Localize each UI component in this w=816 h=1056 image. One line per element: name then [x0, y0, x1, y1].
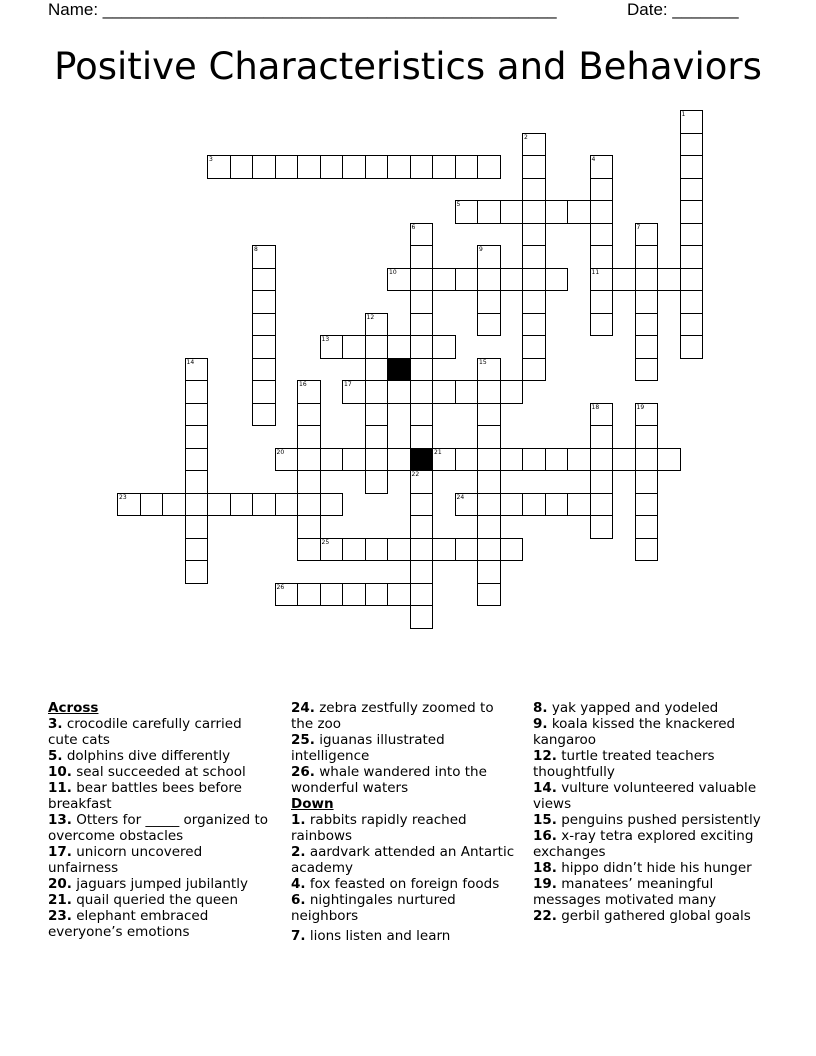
grid-cell[interactable]	[410, 223, 434, 247]
grid-cell[interactable]	[410, 268, 434, 292]
grid-cell[interactable]	[635, 470, 659, 494]
grid-cell[interactable]	[477, 448, 501, 472]
grid-cell[interactable]	[477, 200, 501, 224]
grid-cell[interactable]	[320, 155, 344, 179]
grid-cell[interactable]	[477, 290, 501, 314]
grid-cell[interactable]	[387, 538, 411, 562]
grid-cell-number: 23	[119, 493, 127, 501]
clue-across-10: 10. seal succeeded at school	[48, 764, 246, 780]
grid-cell[interactable]	[455, 268, 479, 292]
grid-cell-number: 19	[636, 403, 645, 411]
grid-cell[interactable]	[387, 583, 411, 607]
clue-across-25: 25. iguanas illustrated intelligence	[291, 732, 445, 764]
grid-cell[interactable]	[635, 268, 659, 292]
grid-cell-number: 8	[254, 246, 258, 253]
grid-cell[interactable]	[185, 515, 209, 539]
grid-cell-number: 18	[591, 403, 600, 411]
grid-cell[interactable]	[522, 178, 546, 202]
grid-cell[interactable]	[320, 335, 344, 359]
grid-cell-number: 9	[479, 246, 483, 253]
grid-cell[interactable]	[252, 313, 276, 337]
grid-cell[interactable]	[680, 110, 704, 134]
grid-cell[interactable]	[477, 268, 501, 292]
grid-cell[interactable]	[365, 313, 389, 337]
grid-cell[interactable]	[477, 425, 501, 449]
grid-cell[interactable]	[297, 470, 321, 494]
grid-cell[interactable]	[410, 335, 434, 359]
grid-cell[interactable]	[342, 448, 366, 472]
grid-cell-number: 14	[186, 358, 195, 366]
grid-cell[interactable]	[387, 155, 411, 179]
grid-cell[interactable]	[342, 155, 366, 179]
grid-cell[interactable]	[297, 425, 321, 449]
grid-cell[interactable]	[410, 425, 434, 449]
clue-across-5: 5. dolphins dive differently	[48, 748, 231, 764]
grid-cell[interactable]	[275, 448, 299, 472]
grid-cell[interactable]	[365, 358, 389, 382]
grid-cell[interactable]	[477, 560, 501, 584]
grid-cell[interactable]	[230, 493, 254, 517]
grid-cell[interactable]	[320, 493, 344, 517]
grid-cell[interactable]	[365, 403, 389, 427]
grid-cell[interactable]	[410, 155, 434, 179]
grid-cell[interactable]	[185, 470, 209, 494]
grid-cell[interactable]	[522, 335, 546, 359]
grid-cell[interactable]	[410, 515, 434, 539]
clue-down-16: 16. x-ray tetra explored exciting exchanges	[533, 828, 754, 860]
grid-cell[interactable]	[522, 290, 546, 314]
grid-cell[interactable]	[455, 538, 479, 562]
grid-cell[interactable]	[410, 583, 434, 607]
clue-across-11: 11. bear battles bees before breakfast	[48, 780, 242, 812]
grid-cell-number: 20	[276, 448, 285, 456]
grid-cell[interactable]	[365, 380, 389, 404]
grid-cell[interactable]	[680, 223, 704, 247]
grid-cell[interactable]	[612, 268, 636, 292]
clue-down-19: 19. manatees’ meaningful messages motivated many	[533, 876, 717, 908]
grid-cell-number: 12	[366, 313, 375, 321]
grid-cell[interactable]	[635, 245, 659, 269]
grid-cell-number: 22	[411, 471, 420, 478]
grid-cell[interactable]	[522, 223, 546, 247]
grid-cell[interactable]	[387, 448, 411, 472]
grid-cell[interactable]	[252, 380, 276, 404]
grid-cell-number: 7	[636, 223, 641, 231]
grid-cell[interactable]	[455, 380, 479, 404]
grid-cell[interactable]	[545, 200, 569, 224]
grid-cell[interactable]	[252, 268, 276, 292]
grid-cell-number: 2	[524, 133, 528, 141]
grid-cell[interactable]	[567, 200, 591, 224]
grid-cell[interactable]	[680, 178, 704, 202]
clue-down-6: 6. nightingales nurtured neighbors	[291, 892, 456, 924]
grid-cell[interactable]	[185, 358, 209, 382]
grid-cell-number: 26	[276, 583, 285, 591]
grid-cell[interactable]	[567, 493, 591, 517]
grid-cell[interactable]	[432, 538, 456, 562]
grid-cell-number: 13	[321, 336, 330, 343]
grid-cell[interactable]	[455, 200, 479, 224]
grid-cell[interactable]	[162, 493, 186, 517]
grid-cell-number: 4	[591, 156, 596, 163]
clue-down-12: 12. turtle treated teachers thoughtfully	[533, 748, 715, 780]
grid-cell[interactable]	[432, 268, 456, 292]
grid-cell[interactable]	[342, 380, 366, 404]
grid-cell[interactable]	[365, 425, 389, 449]
clue-down-22: 22. gerbil gathered global goals	[533, 908, 751, 924]
grid-cell[interactable]	[477, 493, 501, 517]
grid-cell[interactable]	[680, 313, 704, 337]
grid-cell[interactable]	[680, 200, 704, 224]
grid-cell[interactable]	[477, 313, 501, 337]
grid-cell[interactable]	[342, 538, 366, 562]
grid-cell[interactable]	[522, 245, 546, 269]
grid-cell[interactable]	[455, 448, 479, 472]
grid-cell[interactable]	[365, 583, 389, 607]
clue-down-15: 15. penguins pushed persistently	[533, 812, 761, 828]
grid-cell[interactable]	[477, 583, 501, 607]
grid-cell-number: 16	[299, 381, 307, 388]
grid-cell[interactable]	[297, 403, 321, 427]
grid-block	[387, 358, 411, 382]
clue-across-3: 3. crocodile carefully carried cute cats	[48, 716, 242, 748]
grid-cell[interactable]	[477, 538, 501, 562]
grid-cell[interactable]	[477, 245, 501, 269]
grid-cell[interactable]	[680, 155, 704, 179]
grid-cell[interactable]	[365, 470, 389, 494]
grid-cell[interactable]	[320, 583, 344, 607]
grid-cell[interactable]	[185, 425, 209, 449]
grid-cell-number: 21	[434, 448, 442, 456]
grid-cell[interactable]	[252, 245, 276, 269]
clue-down-4: 4. fox feasted on foreign foods	[291, 876, 500, 892]
grid-cell[interactable]	[545, 268, 569, 292]
grid-cell[interactable]	[185, 538, 209, 562]
grid-cell[interactable]	[320, 538, 344, 562]
grid-cell[interactable]	[297, 380, 321, 404]
grid-cell[interactable]	[680, 268, 704, 292]
date-field: Date: _______	[627, 0, 739, 19]
grid-cell[interactable]	[522, 313, 546, 337]
grid-cell[interactable]	[455, 155, 479, 179]
clues-column-3	[533, 700, 773, 924]
grid-cell-number: 15	[479, 358, 487, 366]
grid-cell[interactable]	[365, 448, 389, 472]
grid-cell[interactable]	[567, 448, 591, 472]
grid-cell-number: 1	[681, 111, 686, 118]
grid-cell-number: 24	[456, 493, 465, 501]
grid-cell[interactable]	[635, 290, 659, 314]
grid-cell[interactable]	[410, 470, 434, 494]
clue-across-17: 17. unicorn uncovered unfairness	[48, 844, 203, 876]
grid-cell[interactable]	[635, 515, 659, 539]
grid-cell[interactable]	[185, 380, 209, 404]
grid-cell[interactable]	[185, 560, 209, 584]
clue-down-1: 1. rabbits rapidly reached rainbows	[291, 812, 467, 844]
grid-cell[interactable]	[252, 403, 276, 427]
grid-cell[interactable]	[275, 493, 299, 517]
clues-column-1	[48, 700, 273, 940]
grid-cell[interactable]	[117, 493, 141, 517]
grid-cell[interactable]	[635, 448, 659, 472]
grid-cell[interactable]	[545, 493, 569, 517]
grid-cell[interactable]	[635, 425, 659, 449]
grid-cell[interactable]	[432, 380, 456, 404]
down-heading: Down	[291, 796, 334, 812]
grid-cell[interactable]	[207, 493, 231, 517]
grid-cell[interactable]	[455, 493, 479, 517]
grid-cell[interactable]	[410, 358, 434, 382]
grid-cell-number: 5	[456, 201, 461, 208]
grid-cell[interactable]	[410, 313, 434, 337]
grid-cell[interactable]	[590, 313, 614, 337]
clue-down-18: 18. hippo didn’t hide his hunger	[533, 860, 752, 876]
grid-cell[interactable]	[320, 448, 344, 472]
grid-cell[interactable]	[387, 268, 411, 292]
grid-cell[interactable]	[680, 133, 704, 157]
grid-cell[interactable]	[590, 200, 614, 224]
clue-across-26: 26. whale wandered into the wonderful waters	[291, 764, 487, 796]
clue-down-2: 2. aardvark attended an Antartic academy	[291, 844, 515, 876]
grid-cell[interactable]	[590, 178, 614, 202]
grid-cell[interactable]	[207, 155, 231, 179]
grid-cell[interactable]	[275, 583, 299, 607]
grid-cell-number: 10	[389, 268, 397, 276]
grid-cell[interactable]	[387, 380, 411, 404]
grid-cell[interactable]	[477, 403, 501, 427]
grid-cell[interactable]	[522, 268, 546, 292]
grid-cell-number: 25	[321, 538, 330, 546]
grid-cell[interactable]	[500, 268, 524, 292]
grid-cell[interactable]	[657, 448, 681, 472]
grid-cell[interactable]	[387, 335, 411, 359]
grid-cell[interactable]	[657, 268, 681, 292]
page-title: Positive Characteristics and Behaviors	[54, 45, 762, 88]
grid-cell-number: 11	[591, 268, 600, 276]
grid-cell-number: 3	[209, 156, 213, 163]
grid-cell[interactable]	[252, 290, 276, 314]
grid-cell[interactable]	[590, 290, 614, 314]
grid-cell[interactable]	[365, 538, 389, 562]
grid-cell[interactable]	[410, 538, 434, 562]
grid-cell[interactable]	[365, 335, 389, 359]
grid-cell[interactable]	[365, 155, 389, 179]
clue-down-9: 9. koala kissed the knackered kangaroo	[533, 716, 736, 748]
clue-down-8: 8. yak yapped and yodeled	[533, 700, 719, 716]
grid-cell[interactable]	[680, 290, 704, 314]
grid-cell[interactable]	[500, 200, 524, 224]
grid-cell[interactable]	[590, 268, 614, 292]
grid-cell[interactable]	[185, 448, 209, 472]
clue-across-20: 20. jaguars jumped jubilantly	[48, 876, 248, 892]
grid-cell[interactable]	[477, 380, 501, 404]
grid-cell[interactable]	[410, 605, 434, 629]
across-heading: Across	[48, 700, 99, 716]
grid-cell[interactable]	[342, 583, 366, 607]
grid-cell[interactable]	[342, 335, 366, 359]
grid-cell[interactable]	[635, 538, 659, 562]
grid-cell[interactable]	[590, 223, 614, 247]
grid-cell[interactable]	[297, 515, 321, 539]
clue-down-7: 7. lions listen and learn	[291, 928, 451, 944]
grid-cell[interactable]	[680, 335, 704, 359]
grid-cell[interactable]	[410, 403, 434, 427]
grid-cell[interactable]	[432, 155, 456, 179]
grid-cell[interactable]	[590, 425, 614, 449]
grid-cell[interactable]	[297, 448, 321, 472]
grid-cell[interactable]	[252, 493, 276, 517]
grid-cell[interactable]	[477, 155, 501, 179]
grid-cell[interactable]	[635, 313, 659, 337]
grid-cell[interactable]	[230, 155, 254, 179]
grid-cell[interactable]	[522, 448, 546, 472]
grid-cell[interactable]	[500, 538, 524, 562]
grid-cell[interactable]	[635, 335, 659, 359]
grid-cell[interactable]	[500, 380, 524, 404]
grid-block	[410, 448, 434, 472]
grid-cell[interactable]	[410, 560, 434, 584]
grid-cell[interactable]	[635, 223, 659, 247]
grid-cell[interactable]	[410, 290, 434, 314]
grid-cell[interactable]	[410, 493, 434, 517]
grid-cell[interactable]	[680, 245, 704, 269]
grid-cell[interactable]	[590, 448, 614, 472]
grid-cell[interactable]	[410, 245, 434, 269]
grid-cell[interactable]	[185, 493, 209, 517]
grid-cell[interactable]	[522, 200, 546, 224]
grid-cell[interactable]	[275, 155, 299, 179]
grid-cell[interactable]	[297, 155, 321, 179]
clue-across-13: 13. Otters for _____ organized to overcome obstacles	[48, 812, 269, 844]
grid-cell[interactable]	[522, 155, 546, 179]
grid-cell[interactable]	[477, 470, 501, 494]
grid-cell[interactable]	[252, 358, 276, 382]
grid-cell[interactable]	[297, 493, 321, 517]
grid-cell[interactable]	[590, 515, 614, 539]
grid-cell[interactable]	[635, 358, 659, 382]
grid-cell[interactable]	[590, 403, 614, 427]
grid-cell[interactable]	[432, 448, 456, 472]
grid-cell[interactable]	[612, 448, 636, 472]
grid-cell[interactable]	[297, 583, 321, 607]
grid-cell[interactable]	[500, 448, 524, 472]
grid-cell[interactable]	[477, 515, 501, 539]
grid-cell[interactable]	[590, 493, 614, 517]
grid-cell[interactable]	[477, 358, 501, 382]
grid-cell[interactable]	[522, 133, 546, 157]
clue-across-23: 23. elephant embraced everyone’s emotions	[48, 908, 209, 940]
clue-across-21: 21. quail queried the queen	[48, 892, 239, 908]
grid-cell[interactable]	[635, 493, 659, 517]
grid-cell[interactable]	[635, 403, 659, 427]
clue-across-24: 24. zebra zestfully zoomed to the zoo	[291, 700, 494, 732]
grid-cell[interactable]	[590, 470, 614, 494]
grid-cell[interactable]	[522, 358, 546, 382]
grid-cell[interactable]	[252, 335, 276, 359]
grid-cell-number: 6	[411, 223, 416, 231]
grid-cell[interactable]	[500, 493, 524, 517]
grid-cell[interactable]	[252, 155, 276, 179]
grid-cell[interactable]	[140, 493, 164, 517]
grid-cell[interactable]	[432, 335, 456, 359]
grid-cell[interactable]	[590, 155, 614, 179]
grid-cell[interactable]	[522, 493, 546, 517]
clue-down-14: 14. vulture volunteered valuable views	[533, 780, 757, 812]
grid-cell[interactable]	[410, 380, 434, 404]
grid-cell[interactable]	[185, 403, 209, 427]
grid-cell-number: 17	[344, 381, 352, 388]
clues-column-2	[291, 700, 516, 944]
grid-cell[interactable]	[297, 538, 321, 562]
grid-cell[interactable]	[590, 245, 614, 269]
name-field: Name: ________________________________________________	[48, 0, 557, 19]
grid-cell[interactable]	[545, 448, 569, 472]
